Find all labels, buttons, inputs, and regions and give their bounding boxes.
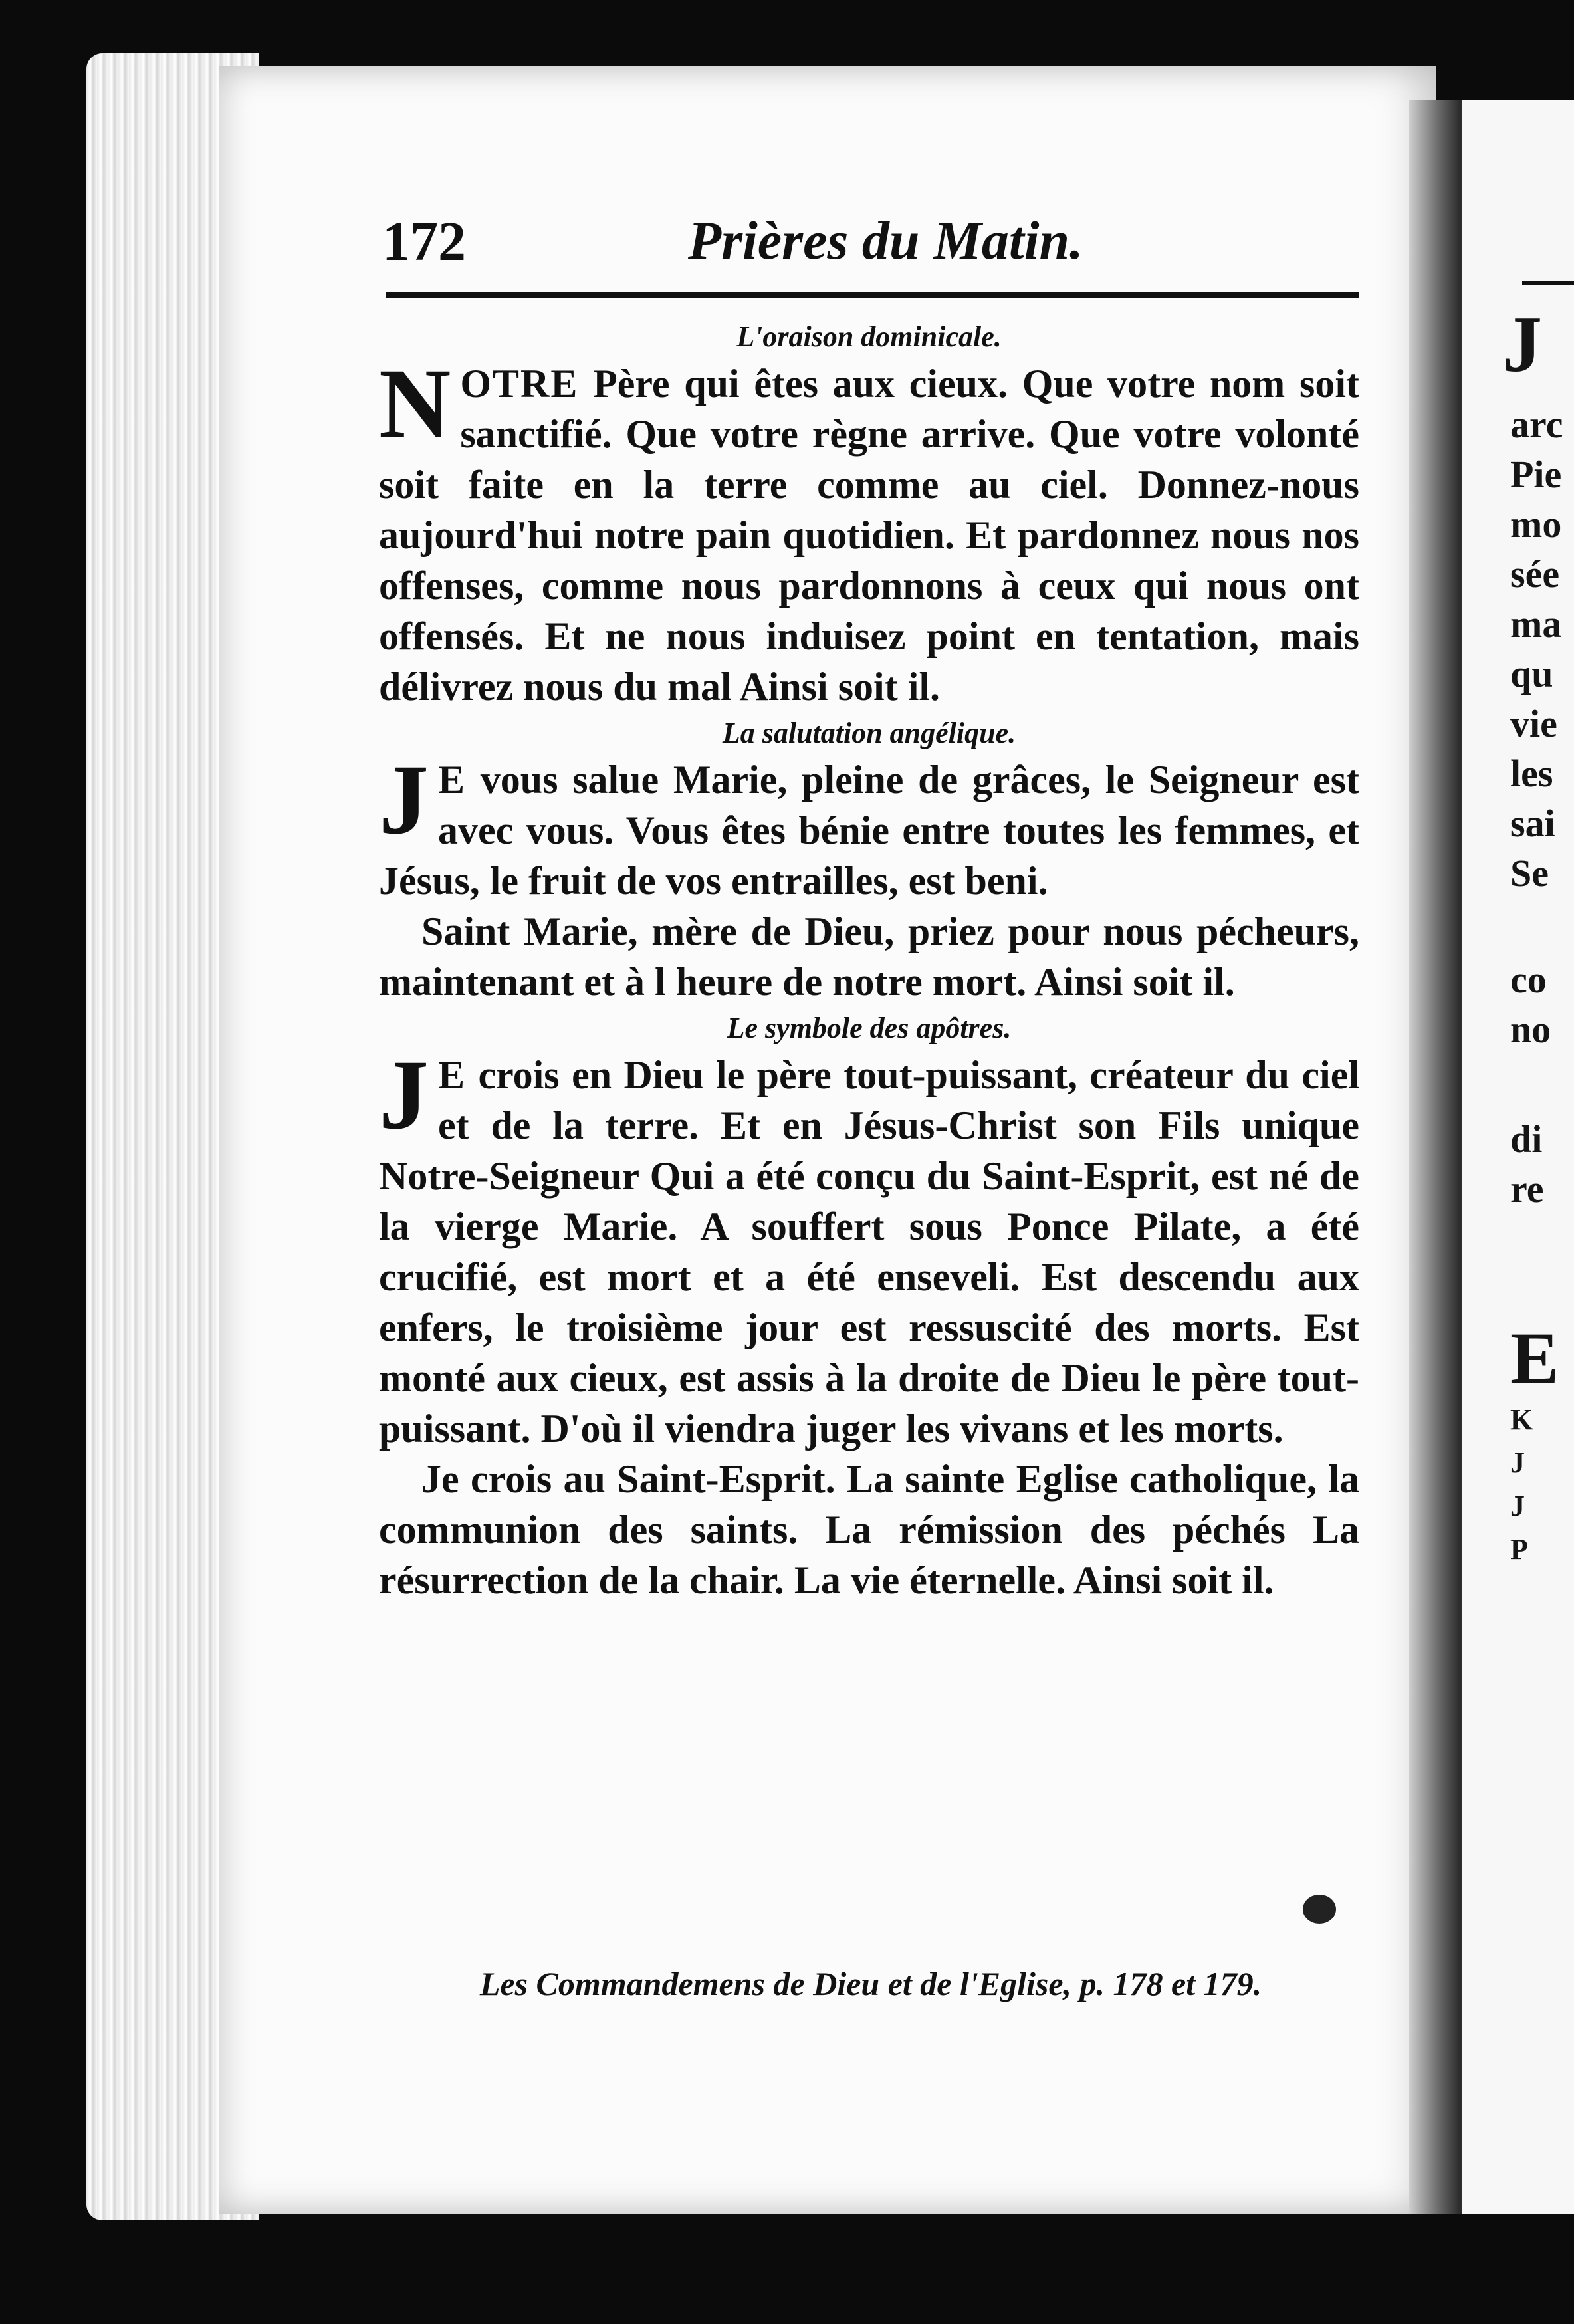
prayer-paragraph: Saint Marie, mère de Dieu, priez pour nous pécheurs, maintenant et à l heure de notre mort. Ainsi soit il. [379,909,1359,1004]
facing-fragment: re [1510,1167,1544,1211]
lead-word: E [438,1053,467,1097]
header-rule [386,292,1359,298]
page-body [379,316,1359,1605]
running-title: Prières du Matin. [688,210,1083,271]
drop-cap: J [379,745,429,855]
facing-fragment: sée [1510,552,1560,596]
facing-fragment: di [1510,1117,1543,1161]
facing-header-rule [1522,281,1574,285]
prayer-paragraph [379,348,1359,712]
lead-word: OTRE [460,362,579,406]
prayer-paragraph [379,1040,1359,1454]
running-header [382,209,1359,283]
facing-fragment: no [1510,1008,1551,1051]
facing-fragment: qu [1510,652,1553,695]
facing-fragment: ma [1510,602,1562,645]
facing-fragment: P [1510,1533,1528,1566]
facing-fragment: J [1510,1490,1525,1522]
facing-fragment: les [1510,752,1553,795]
page-number: 172 [382,211,466,273]
facing-fragment: arc [1510,403,1563,446]
facing-page [1462,100,1574,2214]
facing-fragment: vie [1510,702,1557,745]
prayer-text: Père qui êtes aux cieux. Que votre nom soit sanctifié. Que votre règne arrive. Que votre volonté soit faite en la terre comme au ciel. Donnez-nous aujourd'hui notre pain quotidien. Et pardonnez nous nos offenses, comme nous pardonnons à ceux qui nous ont offensés. Et ne nous induisez point en tentation, mais délivrez nous du mal Ainsi soit il. [379,362,1359,709]
section-title: La salutation angélique. [722,717,1016,749]
facing-fragment: Pie [1510,453,1562,496]
facing-fragment: Se [1510,852,1549,895]
section-title: Le symbole des apôtres. [727,1012,1012,1044]
ink-spot [1303,1895,1336,1924]
facing-fragment: J [1510,1447,1525,1479]
prayer-text: vous salue Marie, pleine de grâces, le Seigneur est avec vous. Vous êtes bénie entre toutes les femmes, et Jésus, le fruit de vos entrailles, est beni. [379,758,1359,903]
facing-fragment: E [1510,1318,1559,1399]
drop-cap: N [379,348,451,459]
section-title: L'oraison dominicale. [736,320,1002,353]
facing-fragment: J [1502,300,1542,388]
drop-cap: J [379,1040,429,1150]
lead-word: E [438,758,467,802]
facing-fragment: sai [1510,802,1555,845]
footer-reference: Les Commandemens de Dieu et de l'Eglise, p. 178 et 179. [479,1965,1262,2002]
prayer-paragraph [379,745,1359,906]
facing-fragment: mo [1510,503,1562,546]
facing-fragment: co [1510,958,1547,1001]
prayer-text: crois en Dieu le père tout-puissant, créateur du ciel et de la terre. Et en Jésus-Christ son Fils unique Notre-Seigneur Qui a été conçu du Saint-Esprit, est né de la vierge Marie. A souffert sous Ponce Pilate, a été crucifié, est mort et a été enseveli. Est descendu aux enfers, le troisième jour est ressuscité des morts. Est monté aux cieux, est assis à la droite de Dieu le père tout-puissant. D'où il viendra juger les vivans et les morts. [379,1053,1359,1451]
facing-fragment: K [1510,1403,1533,1436]
prayer-paragraph: Je crois au Saint-Esprit. La sainte Eglise catholique, la communion des saints. La rémission des péchés La résurrection de la chair. La vie éternelle. Ainsi soit il. [379,1457,1359,1602]
